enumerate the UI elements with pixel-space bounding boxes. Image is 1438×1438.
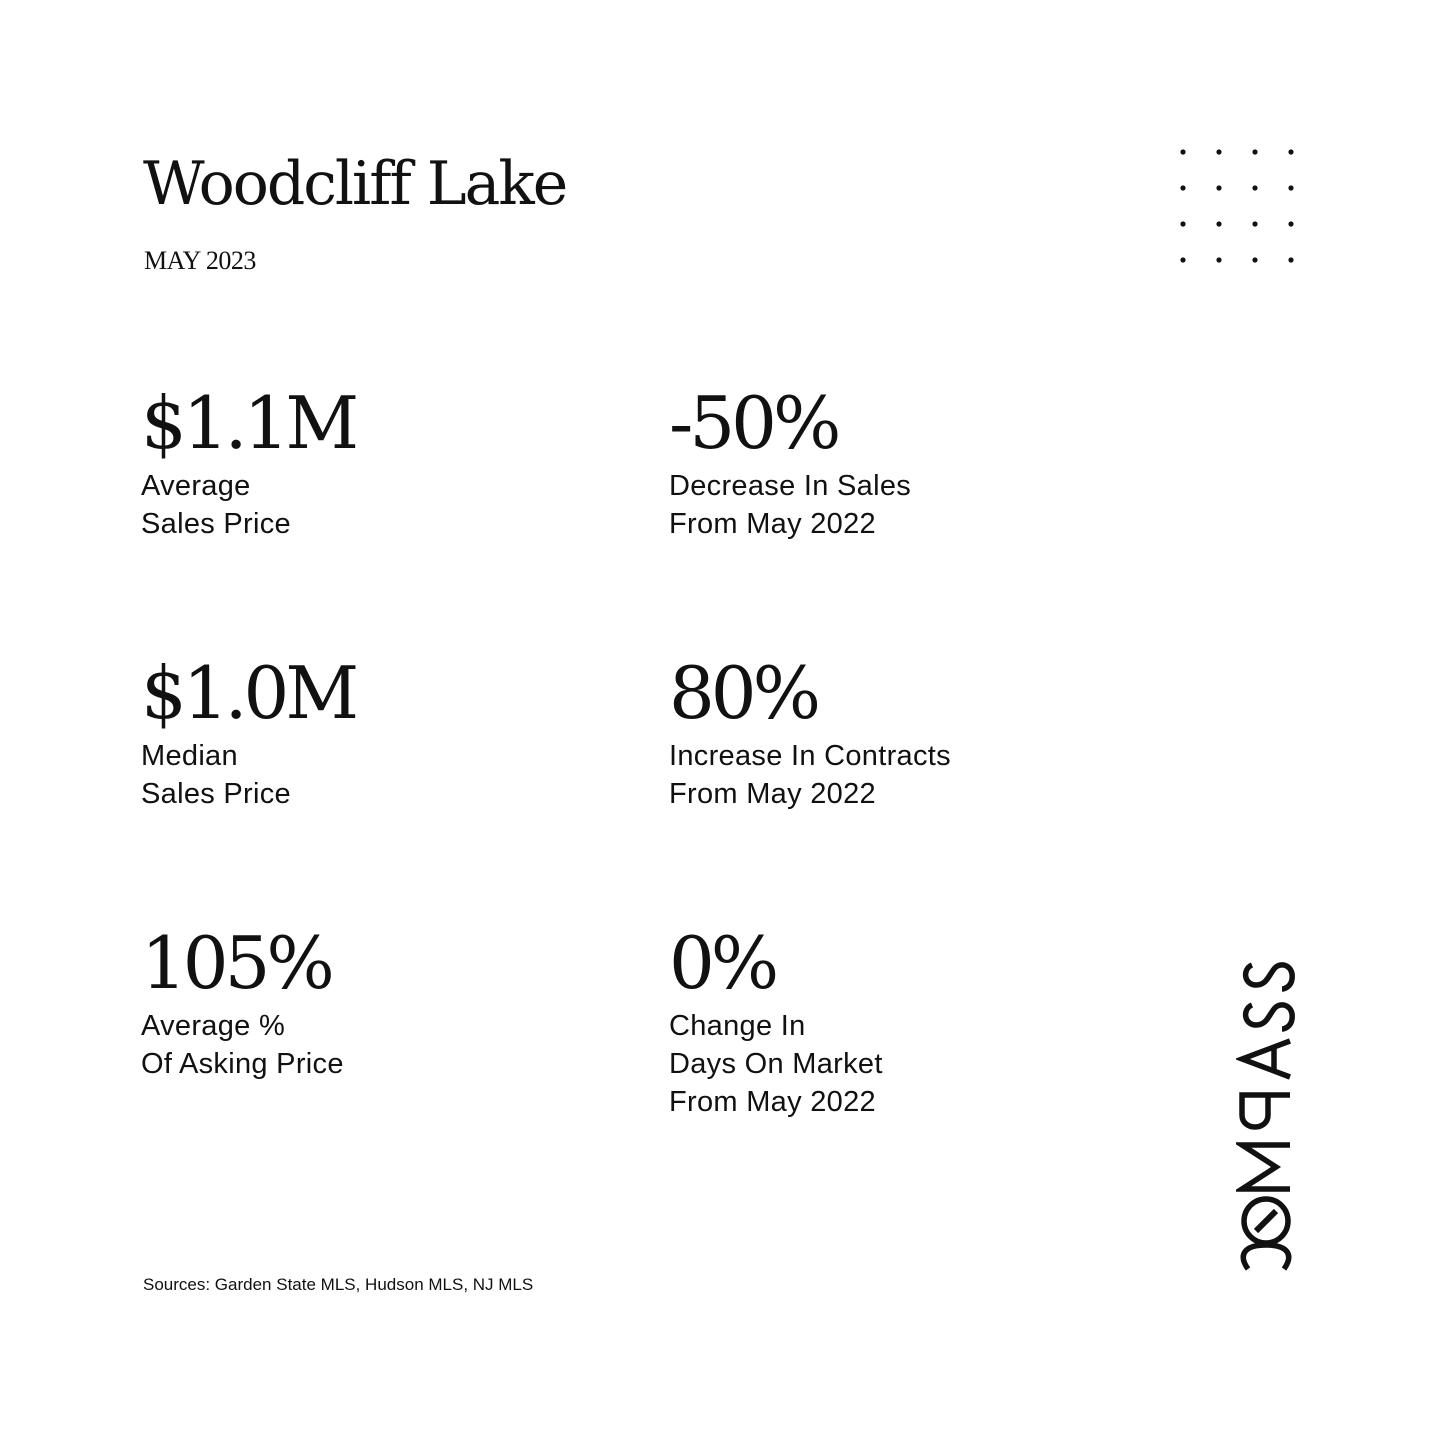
stat-value: -50% — [669, 381, 838, 465]
stat-label — [669, 737, 1109, 813]
dot-grid-icon — [1178, 147, 1298, 267]
stat-label-line: Days On Market — [669, 1048, 883, 1080]
stat-sales-change — [669, 383, 1109, 543]
stat-label-line: Of Asking Price — [141, 1048, 344, 1080]
dot — [1288, 221, 1293, 226]
dot — [1180, 185, 1185, 190]
compass-logo — [1236, 955, 1296, 1295]
sources-note: Sources: Garden State MLS, Hudson MLS, NJ MLS — [143, 1275, 534, 1294]
stat-label-line: Sales Price — [141, 778, 291, 810]
stat-label-line: Change In — [669, 1010, 806, 1042]
dot — [1216, 221, 1221, 226]
stat-value: $1.1M — [141, 381, 356, 465]
stat-percent-of-asking — [141, 923, 581, 1083]
dot — [1252, 149, 1257, 154]
stat-label-line: Average % — [141, 1010, 286, 1042]
stat-label — [669, 1007, 1109, 1121]
stat-label — [141, 1007, 581, 1083]
stat-label-line: From May 2022 — [669, 778, 876, 810]
dot — [1252, 185, 1257, 190]
report-period: MAY 2023 — [144, 246, 256, 275]
dot — [1288, 257, 1293, 262]
stat-value: 80% — [669, 651, 818, 735]
stat-label-line: From May 2022 — [669, 1086, 876, 1118]
page-title: Woodcliff Lake — [143, 149, 567, 219]
stat-label-line: Increase In Contracts — [669, 740, 951, 772]
dot — [1216, 149, 1221, 154]
stat-label-line: From May 2022 — [669, 508, 876, 540]
dot — [1252, 257, 1257, 262]
dot — [1180, 149, 1185, 154]
stat-value: 105% — [141, 921, 331, 1005]
stat-label — [669, 467, 1109, 543]
stat-label-line: Decrease In Sales — [669, 470, 912, 502]
stat-label-line: Sales Price — [141, 508, 291, 540]
dot — [1216, 185, 1221, 190]
stat-contracts-change — [669, 653, 1109, 813]
dot — [1288, 185, 1293, 190]
dot — [1180, 221, 1185, 226]
stat-value: $1.0M — [141, 651, 356, 735]
dot — [1216, 257, 1221, 262]
stat-label-line: Median — [141, 740, 238, 772]
stat-value: 0% — [669, 921, 776, 1005]
stat-median-sales-price — [141, 653, 581, 813]
dot — [1252, 221, 1257, 226]
dot — [1288, 149, 1293, 154]
stat-days-on-market-change — [669, 923, 1109, 1121]
stat-label-line: Average — [141, 470, 251, 502]
dot — [1180, 257, 1185, 262]
stat-label — [141, 737, 581, 813]
stat-label — [141, 467, 581, 543]
stat-average-sales-price — [141, 383, 581, 543]
